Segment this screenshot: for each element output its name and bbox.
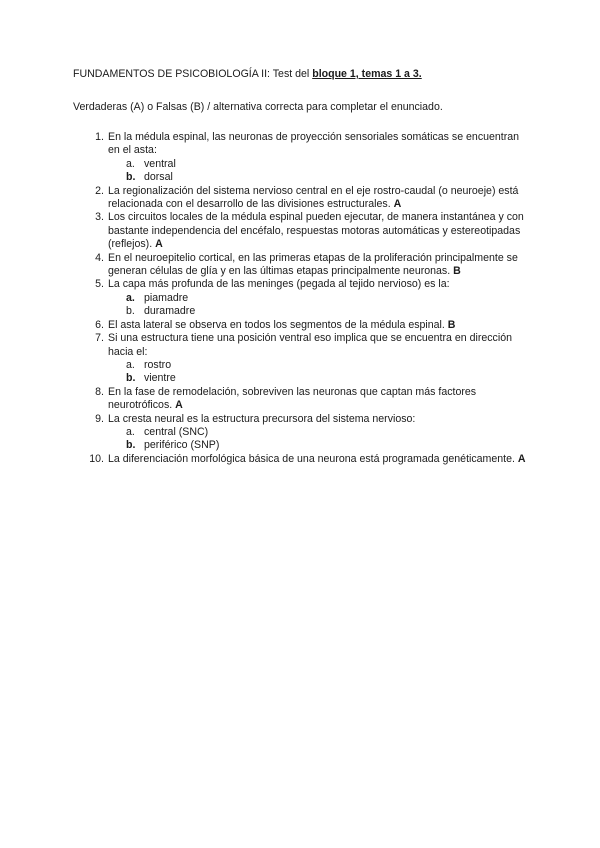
option-text: piamadre	[144, 291, 189, 304]
answer-label: B	[453, 265, 461, 278]
question-text: La cresta neural es la estructura precursora del sistema nervioso:	[108, 412, 416, 425]
document-title	[73, 67, 422, 81]
answer-label: A	[175, 399, 183, 412]
question-text: En el neuroepitelio cortical, en las primeras etapas de la proliferación principalmente se generan células de glía y en las últimas etapas principalmente neuronas.	[108, 251, 518, 278]
option-letter: a.	[126, 291, 135, 304]
question-text: La diferenciación morfológica básica de una neurona está programada genéticamente.	[108, 452, 515, 465]
question-text: En la fase de remodelación, sobreviven las neuronas que captan más factores neurotróficos.	[108, 385, 477, 412]
question-text: Si una estructura tiene una posición ventral eso implica que se encuentra en dirección hacia el:	[108, 332, 512, 358]
option-letter: b.	[126, 171, 136, 184]
option-item	[108, 171, 533, 184]
question-item	[89, 452, 533, 466]
option-list	[108, 426, 533, 453]
answer-label: B	[447, 318, 456, 331]
question-number: 10.	[89, 452, 104, 465]
question-number: 6.	[95, 318, 104, 331]
option-text: vientre	[144, 372, 176, 385]
question-number: 1.	[95, 131, 104, 143]
option-letter: a.	[126, 425, 135, 438]
option-item	[108, 292, 533, 305]
question-text-block	[108, 278, 533, 291]
question-text-block	[108, 413, 533, 426]
question-item	[95, 412, 533, 453]
question-text: La capa más profunda de las meninges (pegada al tejido nervioso) es la:	[108, 278, 450, 291]
question-item	[95, 278, 533, 318]
option-letter: b.	[126, 372, 136, 385]
option-text: ventral	[144, 157, 176, 170]
question-text-block	[108, 185, 533, 212]
option-item	[108, 158, 533, 171]
instructions: Verdaderas (A) o Falsas (B) / alternativa correcta para completar el enunciado.	[73, 101, 443, 113]
title-prefix: FUNDAMENTOS DE PSICOBIOLOGÍA II: Test del	[73, 68, 313, 80]
question-item	[95, 131, 533, 185]
answer-label: A	[155, 238, 163, 251]
question-item	[95, 211, 533, 251]
question-number: 3.	[95, 211, 104, 224]
option-item	[108, 305, 533, 318]
option-text: duramadre	[144, 305, 196, 318]
option-list	[108, 158, 533, 185]
option-letter: b.	[126, 305, 135, 318]
question-number: 2.	[95, 184, 104, 197]
question-text-block	[108, 453, 533, 466]
question-number: 7.	[95, 332, 104, 345]
question-list	[89, 131, 533, 466]
option-item	[108, 372, 533, 385]
option-item	[108, 359, 533, 372]
answer-label: A	[517, 452, 526, 465]
question-text-block	[108, 319, 533, 332]
question-text: En la médula espinal, las neuronas de proyección sensoriales somáticas se encuentran en el asta:	[108, 131, 520, 157]
option-item	[108, 426, 533, 439]
option-list	[108, 359, 533, 386]
question-text: La regionalización del sistema nervioso central en el eje rostro-caudal (o neuroeje) está relacionada con el desarrollo de las divisiones estructurales.	[108, 184, 519, 211]
question-text-block	[108, 252, 533, 279]
option-list	[108, 292, 533, 319]
question-number: 9.	[95, 412, 104, 425]
question-item	[95, 184, 533, 212]
question-text-block	[108, 386, 533, 413]
option-text: periférico (SNP)	[144, 439, 220, 452]
question-text-block	[108, 211, 533, 251]
option-letter: a.	[126, 157, 135, 170]
option-text: dorsal	[144, 171, 173, 184]
answer-label: A	[393, 198, 402, 211]
question-item	[95, 332, 533, 386]
question-item	[95, 251, 533, 279]
question-number: 4.	[95, 251, 104, 264]
question-item	[95, 318, 533, 332]
title-bold: bloque 1, temas 1 a 3.	[312, 68, 422, 80]
question-item	[95, 385, 533, 413]
option-letter: b.	[126, 439, 136, 452]
option-text: rostro	[144, 358, 172, 371]
question-text-block	[108, 332, 533, 359]
option-item	[108, 439, 533, 452]
question-text: Los circuitos locales de la médula espinal pueden ejecutar, de manera instantánea y con bastante independencia del encéfalo, respuestas motoras automáticas y estereotipadas (reflejos).	[108, 211, 524, 251]
question-text: El asta lateral se observa en todos los segmentos de la médula espinal.	[108, 318, 445, 331]
question-number: 8.	[95, 385, 104, 398]
question-number: 5.	[95, 278, 104, 291]
option-letter: a.	[126, 358, 135, 371]
question-text-block	[108, 131, 533, 158]
option-text: central (SNC)	[144, 425, 209, 438]
